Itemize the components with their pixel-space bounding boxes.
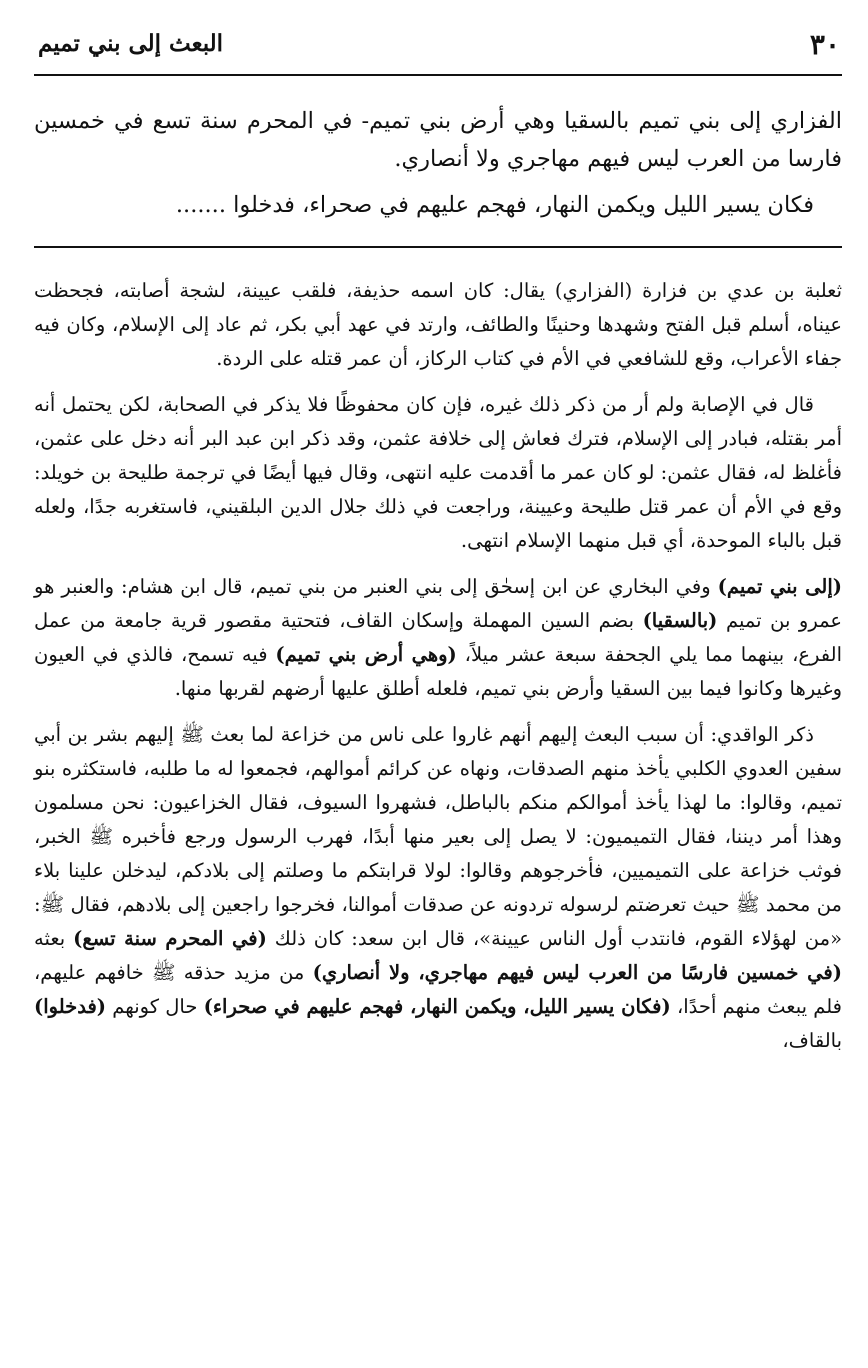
page-header: [34, 26, 842, 74]
commentary-paragraph-4: [34, 718, 842, 1058]
running-title: البعث إلى بني تميم: [38, 30, 224, 57]
quoted-phrase: (إلى بني تميم): [717, 575, 842, 598]
commentary-paragraph-3: [34, 570, 842, 706]
commentary-text: من مزيد حذقه ﷺ خافهم عليهم، فلم يبعث منهم أحدًا،: [34, 961, 842, 1018]
commentary-text: بعثه: [34, 927, 74, 950]
quoted-phrase: (في المحرم سنة تسع): [73, 927, 267, 950]
commentary: [34, 248, 842, 1058]
main-text-line-1: الفزاري إلى بني تميم بالسقيا وهي أرض بني تميم- في المحرم سنة تسع في خمسين فارسا من العرب ليس فيهم مهاجري ولا أنصاري.: [34, 108, 842, 172]
commentary-text: بضم السين المهملة وإسكان القاف، فتحتية مقصور قرية جامعة من عمل الفرع، بينهما مما يلي الجحفة سبعة عشر ميلاً،: [34, 609, 843, 666]
commentary-text: فيه تسمح، فالذي في العيون وغيرها وكانوا فيما بين السقيا وأرض بني تميم، فلعله أطلق عليها أرضهم لقربها منها.: [34, 643, 842, 700]
quoted-phrase: (فكان يسير الليل، ويكمن النهار، فهجم عليهم في صحراء): [203, 995, 671, 1018]
commentary-paragraph-2: قال في الإصابة ولم أر من ذكر ذلك غيره، فإن كان محفوظًا فلا يذكر في الصحابة، لكن يحتمل أنه أمر بقتله، فبادر إلى الإسلام، فترك فعاش إلى خلافة عثمن، وقد ذكر ابن عبد البر أنه دخل على عثمن، فأغلظ له، فقال عثمن: لو كان عمر ما أقدمت عليه انتهى، وقال فيها أيضًا في ترجمة طليحة بن خويلد: وقع في الأم أن عمر قتل طليحة وعيينة، وراجعت في ذلك جلال الدين البلقيني، فاستغربه جدًا، ولعله قبل بالباء الموحدة، أي قبل منهما الإسلام انتهى.: [34, 393, 842, 552]
commentary-text: وفي البخاري عن ابن إسحٰق إلى بني العنبر من بني تميم، قال ابن هشام: والعنبر هو عمرو بن تميم: [34, 575, 843, 632]
quoted-phrase: (فدخلوا): [34, 995, 107, 1018]
commentary-text: حال كونهم: [106, 995, 204, 1018]
quoted-phrase: (في خمسين فارسًا من العرب ليس فيهم مهاجري، ولا أنصاري): [312, 961, 842, 984]
main-text: [34, 76, 842, 224]
commentary-text: بالقاف،: [782, 1029, 842, 1052]
page-number: ٣٠: [809, 28, 840, 61]
commentary-text: ذكر الواقدي: أن سبب البعث إليهم أنهم غاروا على ناس من خزاعة لما بعث ﷺ إليهم بشر بن أبي سفين العدوي الكلبي يأخذ منهم الصدقات، ونهاه عن كرائم أموالهم، فجمعوا له ما طلبه، فاستكثره بنو تميم، وقالوا: ما لهذا يأخذ أموالكم منكم بالباطل، فشهروا السيوف، فقال الخزاعيون: نحن مسلمون وهذا أمر ديننا، فقال التميميون: لا يصل إلى بعير منها أبدًا، فهرب الرسول ورجع فأخبره ﷺ الخبر، فوثب خزاعة على التميميين، فأخرجوهم وقالوا: لولا قرابتكم ما وصلتم إلى بلادكم، ليدخلن علينا بلاء من محمد ﷺ حيث تعرضتم لرسوله تردونه عن صدقات أموالنا، فخرجوا راجعين إلى بلادهم، فقال ﷺ: «من لهؤلاء القوم، فانتدب أول الناس عيينة»، قال ابن سعد: كان ذلك: [34, 723, 843, 950]
commentary-paragraph-1: ثعلبة بن عدي بن فزارة (الفزاري) يقال: كان اسمه حذيفة، فلقب عيينة، لشجة أصابته، فجحظت عيناه، أسلم قبل الفتح وشهدها وحنينًا والطائف، وارتد في عهد أبي بكر، ثم عاد إلى الإسلام، وكان فيه جفاء الأعراب، وقع للشافعي في الأم في كتاب الركاز، أن عمر قتله على الردة.: [34, 279, 842, 370]
quoted-phrase: (وهي أرض بني تميم): [275, 643, 457, 666]
book-page: [34, 26, 842, 1070]
quoted-phrase: (بالسقيا): [642, 609, 718, 632]
main-text-line-2: فكان يسير الليل ويكمن النهار، فهجم عليهم في صحراء، فدخلوا .......: [175, 192, 814, 218]
